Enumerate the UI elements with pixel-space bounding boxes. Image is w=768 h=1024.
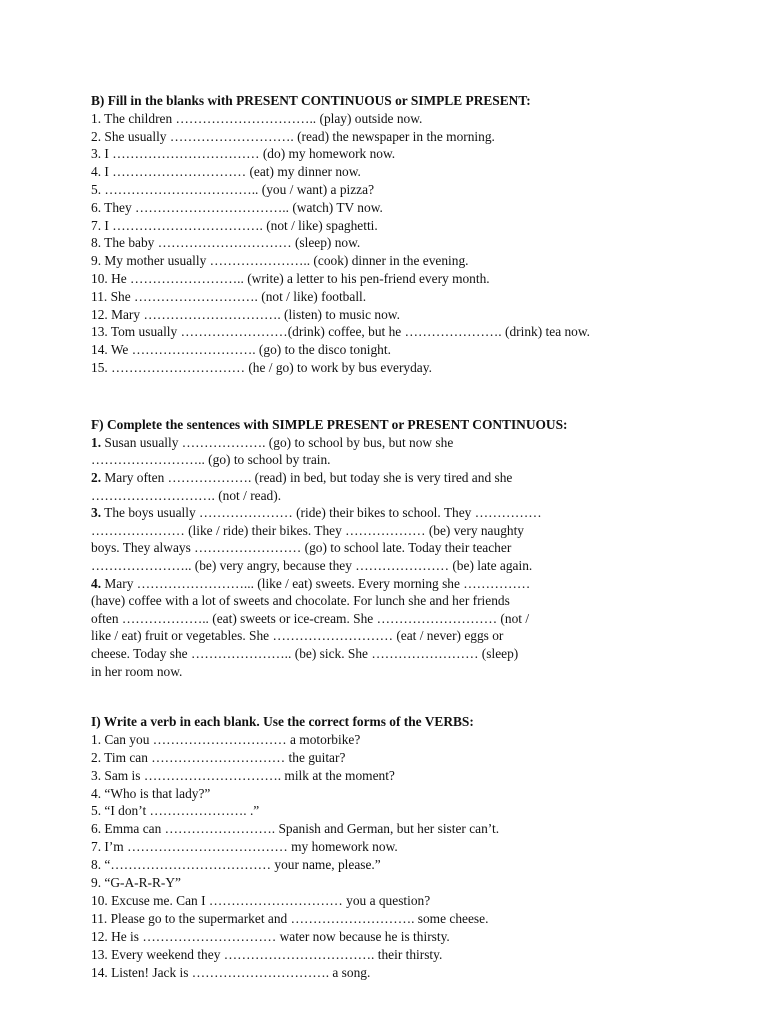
exercise-text: (have) coffee with a lot of sweets and chocolate. For lunch she and her friends	[91, 593, 510, 609]
exercise-number: 3.	[91, 505, 102, 521]
exercise-text: Susan usually ………………. (go) to school by bus, but now she	[101, 434, 454, 450]
exercise-line: 4. I ………………………… (eat) my dinner now.	[91, 164, 361, 180]
exercise-text: cheese. Today she ………………….. (be) sick. She …………………… (sleep)	[91, 645, 519, 661]
exercise-text: often ……………….. (eat) sweets or ice-cream. She ……………………… (not /	[91, 610, 530, 626]
exercise-text: Mary ……………………... (like / eat) sweets. Every morning she ……………	[101, 575, 531, 591]
exercise-line	[91, 539, 691, 557]
section-f-heading: F) Complete the sentences with SIMPLE PRESENT or PRESENT CONTINUOUS:	[91, 417, 568, 432]
exercise-line: 9. “G-A-R-R-Y”	[91, 875, 181, 891]
exercise-line: 9. My mother usually ………………….. (cook) dinner in the evening.	[91, 253, 469, 269]
exercise-line: 10. He …………………….. (write) a letter to his pen-friend every month.	[91, 270, 490, 286]
exercise-line: 4. “Who is that lady?”	[91, 785, 211, 801]
exercise-line: 6. Emma can ……………………. Spanish and German, but her sister can’t.	[91, 821, 500, 837]
exercise-line: 2. She usually ………………………. (read) the newspaper in the morning.	[91, 128, 495, 144]
exercise-text: boys. They always …………………… (go) to school late. Today their teacher	[91, 540, 512, 556]
exercise-text: ………………… (like / ride) their bikes. They ……………… (be) very naughty	[91, 522, 525, 538]
exercise-line	[91, 469, 691, 487]
exercise-line: 3. Sam is …………………………. milk at the moment?	[91, 767, 395, 783]
exercise-line: 6. They …………………………….. (watch) TV now.	[91, 199, 383, 215]
exercise-line: 1. Can you ………………………… a motorbike?	[91, 731, 361, 747]
section-i	[91, 713, 691, 981]
exercise-line	[91, 575, 691, 593]
exercise-line	[91, 522, 691, 540]
exercise-line: 5. “I don’t …………………. .”	[91, 803, 260, 819]
exercise-line	[91, 487, 691, 505]
exercise-line: 15. ………………………… (he / go) to work by bus everyday.	[91, 359, 432, 375]
exercise-line	[91, 557, 691, 575]
exercise-text: …………………….. (go) to school by train.	[91, 452, 331, 468]
exercise-line: 1. The children ………………………….. (play) outside now.	[91, 110, 423, 126]
exercise-line	[91, 627, 691, 645]
exercise-text: in her room now.	[91, 663, 183, 679]
exercise-number: 1.	[91, 434, 102, 450]
exercise-line	[91, 610, 691, 628]
exercise-line	[91, 645, 691, 663]
exercise-line: 11. She ………………………. (not / like) football.	[91, 288, 367, 304]
exercise-text: ………………….. (be) very angry, because they ………………… (be) late again.	[91, 557, 533, 573]
exercise-line: 7. I’m ……………………………… my homework now.	[91, 839, 398, 855]
section-b-heading: B) Fill in the blanks with PRESENT CONTINUOUS or SIMPLE PRESENT:	[91, 93, 531, 108]
exercise-line: 2. Tim can ………………………… the guitar?	[91, 749, 346, 765]
exercise-line: 14. Listen! Jack is …………………………. a song.	[91, 964, 371, 980]
exercise-line	[91, 592, 691, 610]
exercise-line	[91, 451, 691, 469]
exercise-line	[91, 434, 691, 452]
section-b	[91, 92, 691, 377]
exercise-line: 14. We ………………………. (go) to the disco tonight.	[91, 342, 391, 358]
exercise-line: 12. Mary …………………………. (listen) to music now.	[91, 306, 400, 322]
section-i-heading: I) Write a verb in each blank. Use the correct forms of the VERBS:	[91, 714, 474, 729]
exercise-line	[91, 504, 691, 522]
exercise-number: 2.	[91, 469, 102, 485]
exercise-line: 13. Every weekend they ……………………………. their thirsty.	[91, 946, 443, 962]
exercise-line: 3. I …………………………… (do) my homework now.	[91, 146, 396, 162]
exercise-line: 11. Please go to the supermarket and ………………………. some cheese.	[91, 910, 489, 926]
section-f	[91, 416, 691, 680]
exercise-line: 8. “……………………………… your name, please.”	[91, 857, 381, 873]
exercise-line: 7. I ……………………………. (not / like) spaghetti.	[91, 217, 378, 233]
exercise-line: 13. Tom usually ……………………(drink) coffee, but he …………………. (drink) tea now.	[91, 324, 591, 340]
exercise-number: 4.	[91, 575, 102, 591]
exercise-text: like / eat) fruit or vegetables. She ……………………… (eat / never) eggs or	[91, 628, 504, 644]
exercise-line	[91, 663, 691, 681]
exercise-text: The boys usually ………………… (ride) their bikes to school. They ……………	[101, 505, 542, 521]
exercise-line: 8. The baby ………………………… (sleep) now.	[91, 235, 361, 251]
exercise-text: ………………………. (not / read).	[91, 487, 282, 503]
exercise-line: 5. …………………………….. (you / want) a pizza?	[91, 181, 375, 197]
exercise-line: 10. Excuse me. Can I ………………………… you a question?	[91, 892, 431, 908]
exercise-line: 12. He is ………………………… water now because he is thirsty.	[91, 928, 450, 944]
exercise-text: Mary often ………………. (read) in bed, but today she is very tired and she	[101, 469, 513, 485]
